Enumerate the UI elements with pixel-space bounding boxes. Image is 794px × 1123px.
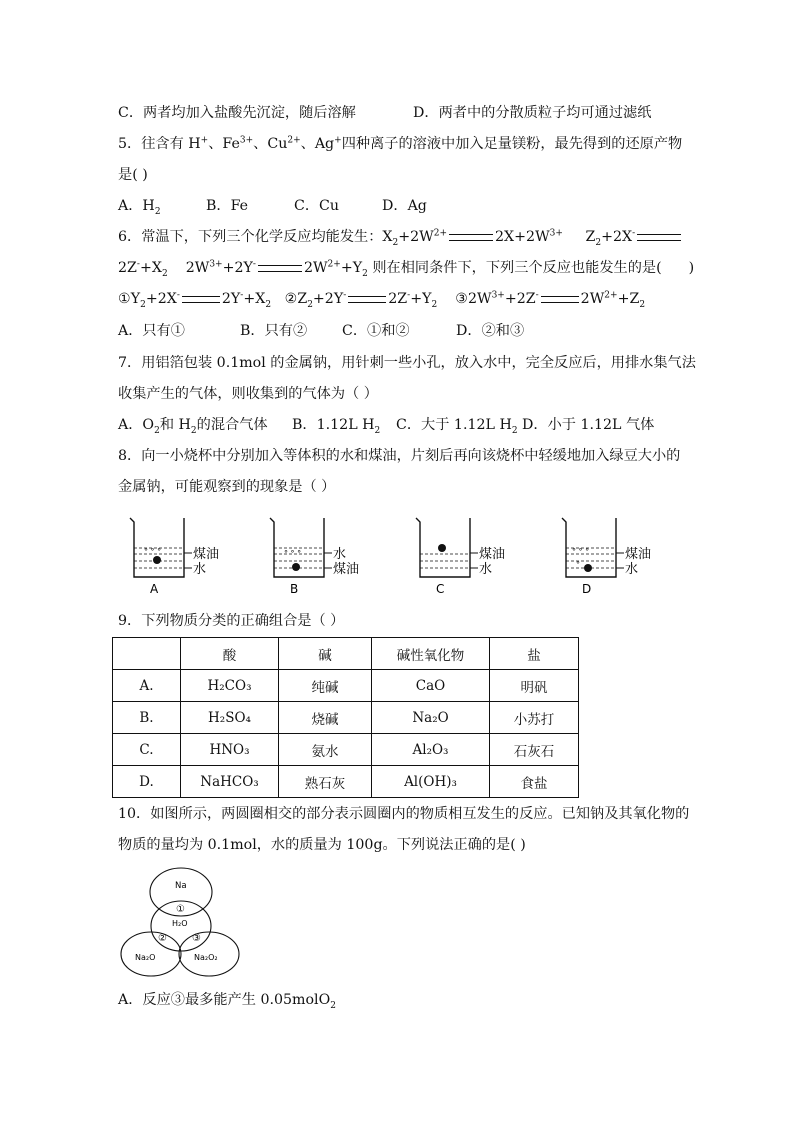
beaker-a-letter: A (150, 582, 159, 596)
q4-option-c: C．两者均加入盐酸先沉淀，随后溶解 (118, 105, 356, 121)
table-header-cell: 盐 (490, 638, 579, 670)
beaker-d-top-label: 煤油 (625, 547, 652, 562)
q7-stem-cont: 收集产生的气体，则收集到的气体为（ ） (118, 386, 378, 402)
table-cell: CaO (372, 670, 490, 702)
q5-stem: 5．往含有 H+、$Fe^{3+}$、$Cu^{2+}$、Ag+四种离子的溶液中加入足量镁粉，最先得到的还原产物 (118, 135, 683, 152)
table-cell: D. (113, 766, 181, 798)
table-cell: Al₂O₃ (372, 734, 490, 766)
beaker-figures (120, 512, 680, 598)
table-row (113, 670, 579, 702)
venn-r1: ① (176, 904, 185, 915)
beaker-c (416, 518, 505, 596)
beaker-b-bottom-label: 煤油 (333, 562, 360, 577)
table-cell: H₂CO₃ (181, 670, 279, 702)
q7-stem: 7．用铝箔包装 0.1mol 的金属钠，用针刺一些小孔，放入水中，完全反应后，用排水集气法 (118, 355, 696, 371)
table-header-cell: 酸 (181, 638, 279, 670)
venn-h2o: H₂O (172, 919, 188, 928)
q6-option-b: B．只有② (240, 323, 308, 339)
table-cell: Na₂O (372, 702, 490, 734)
beaker-b (270, 518, 359, 596)
table-cell: 石灰石 (490, 734, 579, 766)
q8-stem-cont: 金属钠，可能观察到的现象是（ ） (118, 479, 336, 495)
table-cell: B. (113, 702, 181, 734)
venn-na2o2: Na₂O₂ (194, 953, 218, 962)
table-cell: NaHCO₃ (181, 766, 279, 798)
beaker-b-letter: B (290, 582, 299, 596)
table-header-cell (113, 638, 181, 670)
table-cell: Al(OH)₃ (372, 766, 490, 798)
beaker-c-top-label: 煤油 (479, 547, 506, 562)
table-row (113, 734, 579, 766)
q6-reactions: $①Y_2+2X^-$ $2Y^-+X_2$ $②Z_2+2Y^-$ $2Z^-+Y_2$ $③2W^{3+}+2Z^-$ $2W^{2+}+Z_2$ (118, 290, 646, 310)
q8-stem: 8．向一小烧杯中分别加入等体积的水和煤油，片刻后再向该烧杯中轻缓地加入绿豆大小的 (118, 448, 681, 464)
svg-text:° ° °: ° ° ° (284, 549, 302, 558)
q10-stem-cont: 物质的量均为 0.1mol，水的质量为 100g。下列说法正确的是( ) (118, 837, 526, 853)
q7-option-b: B．1.12L $H_2$ (292, 417, 381, 436)
sodium-piece (153, 556, 161, 564)
q5-option-b: B．Fe (206, 198, 249, 214)
classification-table (112, 637, 579, 798)
q5-stem-cont: 是( ) (118, 167, 148, 183)
table-header-cell: 碱 (279, 638, 372, 670)
q7-option-c: C．大于 1.12L $H_2$ (396, 417, 518, 436)
svg-text:°: ° (576, 560, 580, 569)
venn-r3: ③ (192, 933, 201, 944)
q5-option-a: A．$H_2$ (118, 198, 161, 217)
beaker-c-letter: C (436, 582, 445, 596)
table-cell: 氨水 (279, 734, 372, 766)
sodium-piece (584, 564, 592, 572)
table-cell: H₂SO₄ (181, 702, 279, 734)
q7-option-a: A．$O_2$和 $H_2$的混合气体 (118, 417, 268, 436)
venn-r2: ② (158, 933, 167, 944)
q9-stem: 9．下列物质分类的正确组合是（ ） (118, 613, 345, 629)
beaker-a (130, 518, 219, 596)
svg-text:° ° °: ° ° ° (144, 547, 162, 556)
table-header-cell: 碱性氧化物 (372, 638, 490, 670)
q5-option-c: C．Cu (294, 198, 340, 214)
beaker-d-letter: D (582, 582, 592, 596)
table-cell: C. (113, 734, 181, 766)
table-cell: HNO₃ (181, 734, 279, 766)
beaker-b-top-label: 水 (333, 547, 347, 562)
beaker-c-bottom-label: 水 (479, 562, 493, 577)
q6-option-d: D．②和③ (456, 323, 525, 339)
table-cell: 熟石灰 (279, 766, 372, 798)
venn-na2o: Na₂O (135, 953, 156, 962)
table-cell: 烧碱 (279, 702, 372, 734)
q4-option-d: D．两者中的分散质粒子均可通过滤纸 (413, 105, 652, 121)
venn-diagram (118, 866, 248, 978)
table-cell: A. (113, 670, 181, 702)
table-row (113, 766, 579, 798)
q6-stem: 6．常温下，下列三个化学反应均能发生：$X_2+2W^{2+}$ $2X+2W^{3+}$ $Z_2+2X^-$ (118, 227, 683, 247)
q6-stem-cont: $2Z^-+X_2$ $2W^{3+}+2Y^-$ $2W^{2+}+Y_2$ 则在相同条件下，下列三个反应也能发生的是( ) (118, 259, 695, 279)
svg-text:° ° °: ° ° ° (572, 547, 590, 556)
q6-option-c: C．①和② (342, 323, 410, 339)
venn-na: Na (175, 881, 187, 891)
table-cell: 食盐 (490, 766, 579, 798)
sodium-piece (292, 563, 300, 571)
beaker-d-bottom-label: 水 (625, 562, 639, 577)
q5-option-d: D．Ag (382, 198, 427, 214)
beaker-a-top-label: 煤油 (193, 547, 220, 562)
table-row (113, 702, 579, 734)
table-cell: 纯碱 (279, 670, 372, 702)
q7-option-d: D．小于 1.12L 气体 (522, 417, 655, 433)
q10-stem: 10．如图所示，两圆圈相交的部分表示圆圈内的物质相互发生的反应。已知钠及其氧化物的 (118, 806, 690, 822)
q10-option-a: A．反应③最多能产生 0.05molO$_2$ (118, 992, 336, 1011)
beaker-a-bottom-label: 水 (193, 562, 207, 577)
table-cell: 明矾 (490, 670, 579, 702)
sodium-piece (438, 544, 446, 552)
table-header-row (113, 638, 579, 670)
q6-option-a: A．只有① (118, 323, 185, 339)
beaker-d (562, 518, 651, 596)
table-cell: 小苏打 (490, 702, 579, 734)
